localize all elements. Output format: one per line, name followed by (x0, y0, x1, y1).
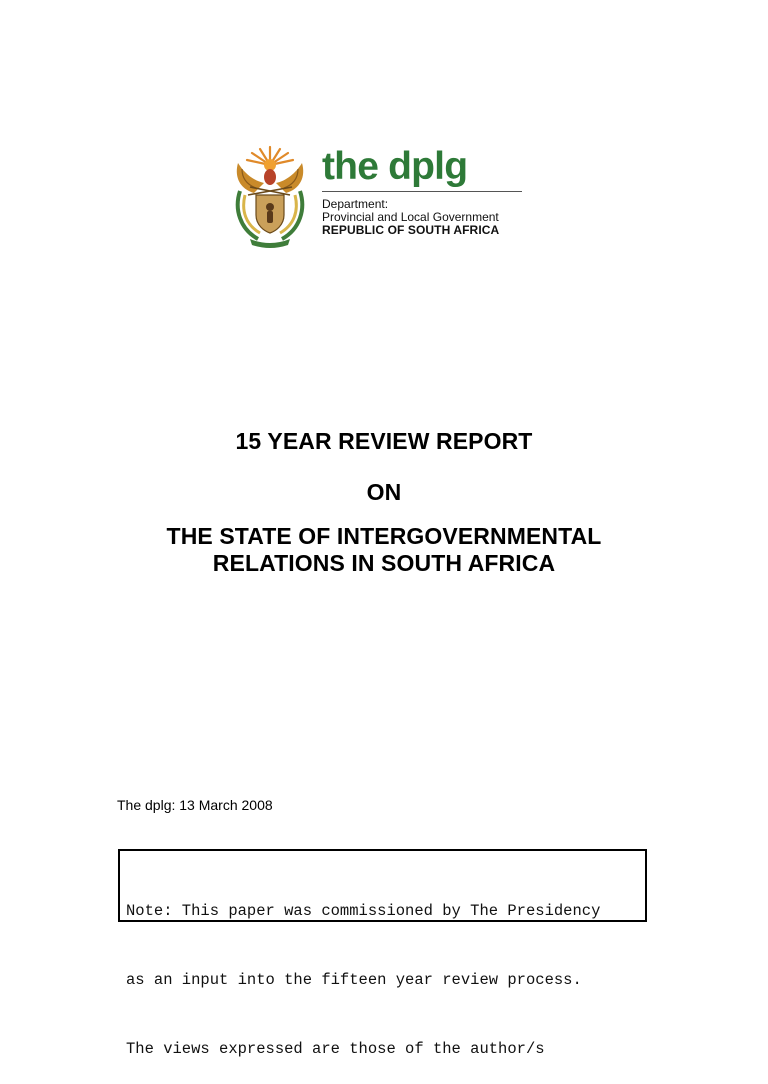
brand-divider (322, 191, 522, 192)
title-line-1: 15 YEAR REVIEW REPORT (235, 428, 533, 454)
brand-name: the dplg (322, 145, 468, 188)
brand-line-department: Department: (322, 197, 389, 211)
brand-line-country: REPUBLIC OF SOUTH AFRICA (322, 223, 500, 237)
dplg-logo (230, 143, 522, 249)
note-line-2: as an input into the fifteen year review process. (126, 971, 582, 989)
title-line-2: ON (366, 479, 402, 505)
title-line-4: RELATIONS IN SOUTH AFRICA (212, 550, 556, 576)
coat-of-arms-icon (230, 143, 310, 249)
title-line-3: THE STATE OF INTERGOVERNMENTAL (166, 523, 602, 549)
brand-line-provincial: Provincial and Local Government (322, 210, 499, 224)
report-date: The dplg: 13 March 2008 (117, 797, 273, 813)
note-line-1: Note: This paper was commissioned by The Presidency (126, 902, 601, 920)
note-box (118, 849, 647, 1058)
brand-block (322, 143, 522, 237)
note-line-3: The views expressed are those of the author/s (126, 1040, 545, 1058)
report-title (0, 428, 768, 577)
